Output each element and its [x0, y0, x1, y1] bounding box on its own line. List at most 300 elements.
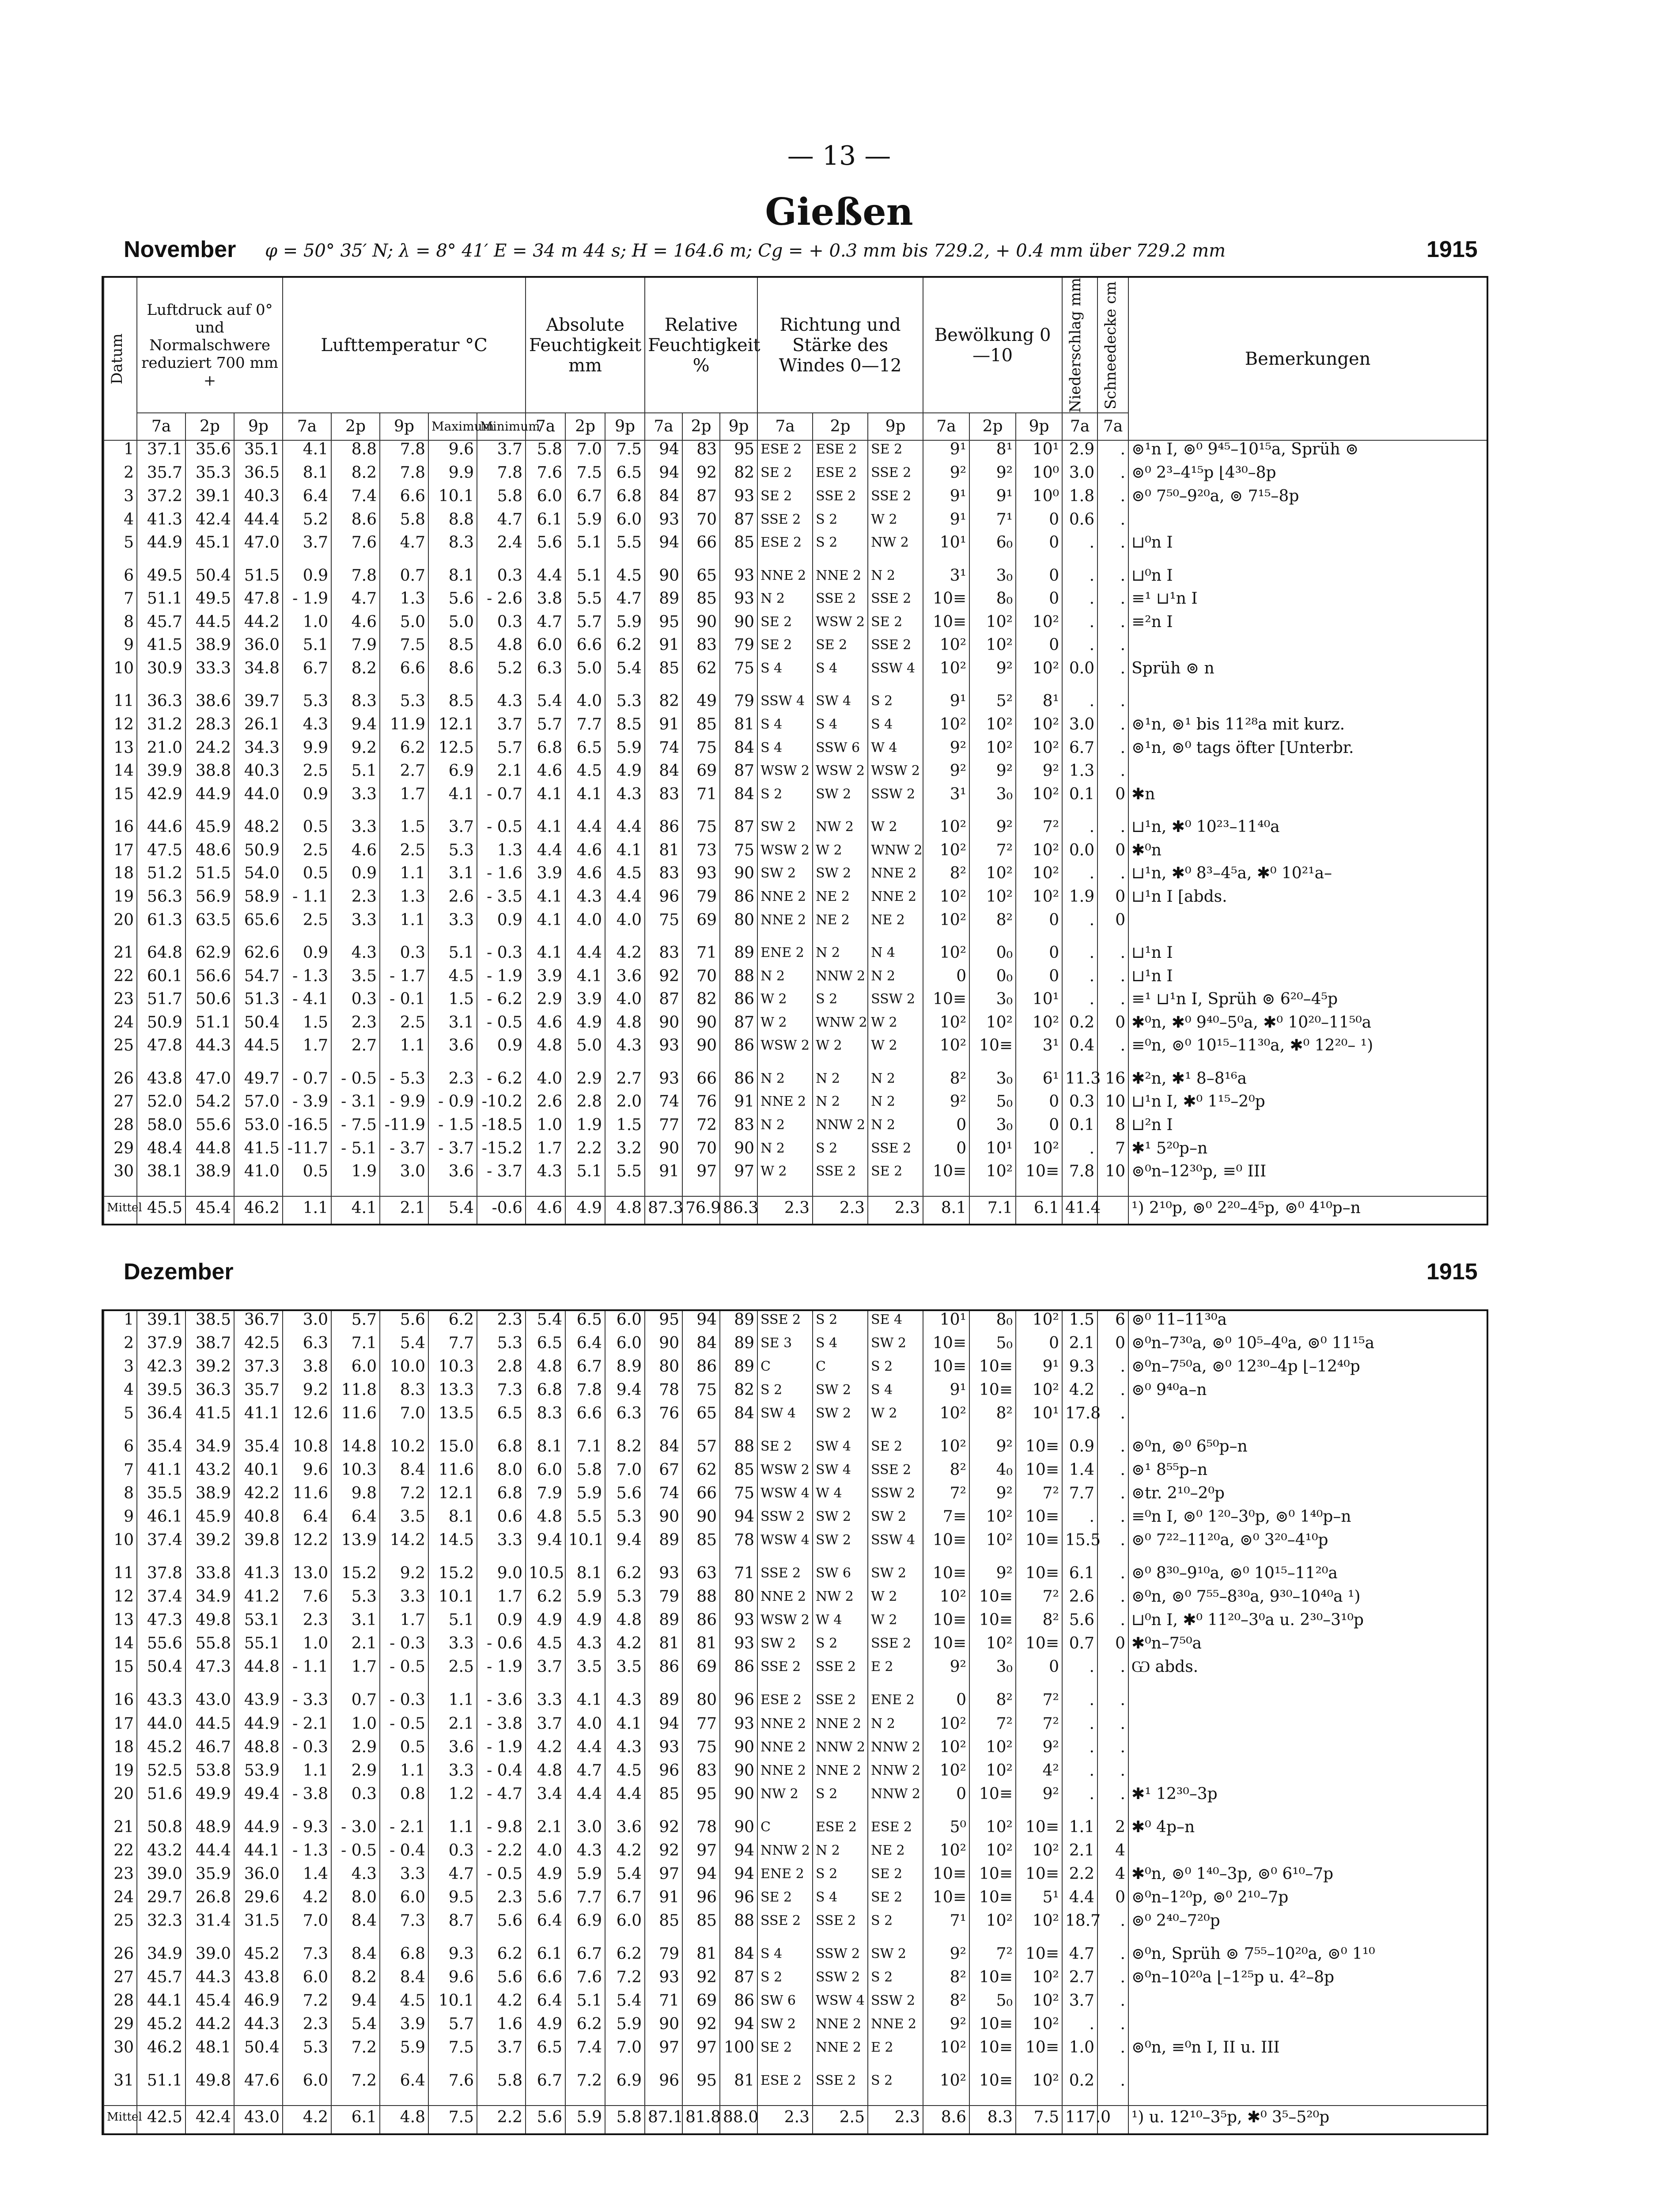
table-cell: - 2.2 [477, 1842, 526, 1865]
table-cell: 79 [645, 1588, 682, 1611]
table-cell: 10.3 [428, 1358, 477, 1381]
table-row [104, 1611, 1487, 1635]
table-cell: SSW 4 [757, 692, 813, 716]
table-cell: 5.3 [283, 2039, 331, 2062]
table-cell: 6.8 [477, 1485, 526, 1508]
table-cell: SE 2 [757, 464, 813, 488]
table-cell: 7.6 [565, 1969, 605, 1992]
table-cell: 44.3 [185, 1037, 234, 1060]
table-cell: ✱⁰n, ⊚⁰ 1⁴⁰–3p, ⊚⁰ 6¹⁰–7p [1128, 1865, 1487, 1889]
table-cell: . [1097, 511, 1128, 534]
table-cell: 49.5 [185, 590, 234, 613]
table-cell: 46.2 [137, 2039, 185, 2062]
table-cell: 46.1 [137, 1508, 185, 1531]
table-cell: 41.1 [234, 1405, 283, 1428]
sub-7a: 7a [923, 413, 969, 440]
table-cell: 49.5 [137, 567, 185, 590]
table-cell: WSW 2 [757, 842, 813, 865]
table-row [104, 1485, 1487, 1508]
table-cell: 2.3 [331, 1014, 380, 1037]
table-cell: 4.2 [526, 1739, 565, 1762]
table-cell: 0.7 [331, 1691, 380, 1715]
sub-2p: 2p [331, 413, 380, 440]
table-cell: 10⁰ [1016, 488, 1062, 511]
table-cell: S 2 [757, 786, 813, 809]
table-cell: 83 [645, 786, 682, 809]
table-row [104, 1842, 1487, 1865]
table-cell: 10² [923, 818, 969, 842]
table-cell: 10¹ [1016, 440, 1062, 464]
table-cell: 10² [969, 1762, 1016, 1785]
table-cell: SE 2 [757, 1438, 813, 1461]
table-cell: 4.4 [526, 842, 565, 865]
table-cell: 3.6 [428, 1739, 477, 1762]
table-cell: 6.0 [605, 1335, 645, 1358]
table-cell: 53.8 [185, 1762, 234, 1785]
table-cell: ⊚⁰n–7⁵⁰a, ⊚⁰ 12³⁰–4p ⌊–12⁴⁰p [1128, 1358, 1487, 1381]
table-cell: N 2 [868, 567, 923, 590]
table-cell: 4.1 [565, 968, 605, 991]
table-cell: ⊚⁰n, ⊚⁰ 7⁵⁵–8³⁰a, 9³⁰–10⁴⁰a ¹) [1128, 1588, 1487, 1611]
table-cell: SW 2 [813, 1405, 868, 1428]
table-cell: 9.3 [428, 1945, 477, 1969]
table-cell: ESE 2 [868, 1819, 923, 1842]
table-cell: 10² [923, 888, 969, 911]
table-cell: 0.5 [283, 865, 331, 888]
table-cell: 8.8 [428, 511, 477, 534]
table-cell: 10≡ [923, 1358, 969, 1381]
table-cell: 38.5 [185, 1311, 234, 1335]
table-cell: -16.5 [283, 1116, 331, 1140]
table-cell: 6.6 [526, 1969, 565, 1992]
table-cell: 7.9 [331, 636, 380, 660]
table-cell: 7.8 [331, 567, 380, 590]
table-cell: 10² [969, 1531, 1016, 1555]
table-cell: 9.4 [331, 1992, 380, 2015]
table-cell: 50.9 [234, 842, 283, 865]
table-cell: 41.5 [234, 1140, 283, 1163]
table-cell: 38.8 [185, 762, 234, 786]
table-cell: 47.3 [137, 1611, 185, 1635]
table-cell: 54.7 [234, 968, 283, 991]
table-cell: 9² [923, 2015, 969, 2039]
table-cell: 4.8 [526, 1037, 565, 1060]
table-cell: NW 2 [813, 818, 868, 842]
table-cell: - 0.3 [380, 1691, 428, 1715]
table-cell: 84 [645, 488, 682, 511]
sub-2p: 2p [813, 413, 868, 440]
table-cell: 1.7 [526, 1140, 565, 1163]
table-cell: NNE 2 [813, 567, 868, 590]
table-cell: 22 [104, 968, 137, 991]
table-cell: 10≡ [1016, 1531, 1062, 1555]
table-cell: 1.9 [565, 1116, 605, 1140]
table-cell: ⊚⁰n–10²⁰a ⌊–1²⁵p u. 4²–8p [1128, 1969, 1487, 1992]
table-cell: 10² [923, 716, 969, 739]
table-cell: W 2 [757, 991, 813, 1014]
table-cell: 88 [720, 1912, 757, 1936]
table-cell: . [1097, 1438, 1128, 1461]
table-cell: ⊚⁰n–7³⁰a, ⊚⁰ 10⁵–4⁰a, ⊚⁰ 11¹⁵a [1128, 1335, 1487, 1358]
table-cell: ⊚⁰ 9⁴⁰a–n [1128, 1381, 1487, 1405]
table-cell: 2.5 [428, 1658, 477, 1682]
table-cell: 77 [682, 1715, 720, 1739]
table-row [104, 2015, 1487, 2039]
table-cell: 8 [104, 613, 137, 637]
table-cell: 10 [104, 1531, 137, 1555]
table-cell: 50.8 [137, 1819, 185, 1842]
table-cell: 41.5 [185, 1405, 234, 1428]
table-cell: NNE 2 [813, 1715, 868, 1739]
table-cell: SE 2 [868, 1865, 923, 1889]
table-cell: 10≡ [969, 1037, 1016, 1060]
table-cell: 42.2 [234, 1485, 283, 1508]
table-cell: - 1.1 [283, 888, 331, 911]
table-cell: 3.9 [380, 2015, 428, 2039]
table-cell: 79 [720, 692, 757, 716]
table-cell: 3.3 [380, 1865, 428, 1889]
table-row [104, 636, 1487, 660]
table-cell [1128, 1715, 1487, 1739]
table-cell: 1.1 [283, 1762, 331, 1785]
table-cell: 7² [969, 1715, 1016, 1739]
table-cell: . [1062, 911, 1097, 935]
table-cell: 1.4 [283, 1865, 331, 1889]
mittel-cell: 2.1 [380, 1196, 428, 1224]
table-cell: 74 [645, 739, 682, 763]
table-cell: -15.2 [477, 1140, 526, 1163]
table-cell: 19 [104, 1762, 137, 1785]
table-row [104, 1461, 1487, 1485]
table-cell: 7² [1016, 818, 1062, 842]
table-cell: 79 [645, 1945, 682, 1969]
footnote: ¹) u. 12¹⁰–3⁵p, ✱⁰ 3⁵–5²⁰p [1128, 2106, 1487, 2133]
table-cell: 21 [104, 1819, 137, 1842]
table-cell: 3.6 [428, 1037, 477, 1060]
table-cell: 10² [1016, 613, 1062, 637]
table-cell: W 2 [813, 1037, 868, 1060]
table-cell: 90 [645, 2015, 682, 2039]
table-cell: 14.2 [380, 1531, 428, 1555]
table-cell: 51.7 [137, 991, 185, 1014]
table-cell: 4.5 [565, 762, 605, 786]
table-cell: 5.4 [526, 1311, 565, 1335]
table-cell: 7² [1016, 1485, 1062, 1508]
table-cell: 45.9 [185, 818, 234, 842]
table-cell: W 4 [813, 1611, 868, 1635]
mittel-cell: 6.1 [331, 2106, 380, 2133]
table-cell: 5.3 [477, 1335, 526, 1358]
table-cell: 23 [104, 991, 137, 1014]
table-cell: 0 [1097, 1335, 1128, 1358]
table-cell: SW 2 [868, 1335, 923, 1358]
table-cell [1128, 762, 1487, 786]
table-row [104, 1140, 1487, 1163]
table-cell: 9² [923, 1093, 969, 1116]
table-cell: 3.7 [526, 1658, 565, 1682]
table-cell: 93 [645, 1037, 682, 1060]
table-cell: ✱¹ 5²⁰p–n [1128, 1140, 1487, 1163]
table-cell: 78 [720, 1531, 757, 1555]
table-cell: 78 [645, 1381, 682, 1405]
table-cell: 5.1 [428, 1611, 477, 1635]
table-cell: ⊚⁰n, ⊚⁰ 6⁵⁰p–n [1128, 1438, 1487, 1461]
table-cell: . [1097, 1485, 1128, 1508]
table-cell: 87 [720, 762, 757, 786]
table-cell: 9² [969, 1565, 1016, 1588]
table-cell: 44.9 [234, 1715, 283, 1739]
table-cell: 90 [645, 1335, 682, 1358]
table-cell: 33.3 [185, 660, 234, 683]
table-cell: 0 [1016, 1116, 1062, 1140]
table-cell: 29 [104, 1140, 137, 1163]
table-cell: - 1.9 [477, 968, 526, 991]
table-cell: 9¹ [923, 440, 969, 464]
table-cell: 7.0 [605, 1461, 645, 1485]
table-cell: 5.5 [605, 534, 645, 557]
table-cell: 8² [1016, 1611, 1062, 1635]
table-cell: 5.4 [605, 1865, 645, 1889]
month-label-november: November [124, 237, 236, 262]
table-cell: 5.9 [605, 613, 645, 637]
table-cell: 3.5 [380, 1508, 428, 1531]
table-cell: 7.6 [283, 1588, 331, 1611]
table-cell: 3.4 [526, 1785, 565, 1809]
table-cell: 3.7 [526, 1715, 565, 1739]
table-cell: 88 [720, 1438, 757, 1461]
table-cell: 5.4 [380, 1335, 428, 1358]
table-cell: 43.8 [137, 1070, 185, 1093]
table-cell: SSE 2 [813, 488, 868, 511]
table-cell: 42.4 [185, 511, 234, 534]
mittel-label: Mittel [104, 1196, 137, 1224]
table-cell: . [1097, 590, 1128, 613]
table-cell: 66 [682, 1485, 720, 1508]
table-cell: 2.3 [283, 2015, 331, 2039]
table-cell: 9¹ [923, 488, 969, 511]
table-cell: 3.3 [331, 786, 380, 809]
table-cell: 10.5 [526, 1565, 565, 1588]
mittel-cell: 2.2 [477, 2106, 526, 2133]
group-spacer [104, 2062, 1487, 2072]
table-cell: 47.8 [234, 590, 283, 613]
table-cell: 2.7 [331, 1037, 380, 1060]
table-cell: 7.4 [565, 2039, 605, 2062]
table-cell: SW 2 [813, 786, 868, 809]
table-cell: 97 [645, 1865, 682, 1889]
table-cell: 4.4 [526, 567, 565, 590]
table-cell: 87 [720, 818, 757, 842]
table-cell: NNW 2 [757, 1842, 813, 1865]
table-cell: 2.5 [283, 762, 331, 786]
table-cell: ⊔¹n I [1128, 968, 1487, 991]
table-cell: WSW 2 [757, 1611, 813, 1635]
table-cell: 10² [1016, 660, 1062, 683]
table-cell: NNW 2 [868, 1785, 923, 1809]
table-cell: - 3.1 [331, 1093, 380, 1116]
table-cell: 30 [104, 2039, 137, 2062]
table-cell: 9.3 [1062, 1358, 1097, 1381]
table-cell: 31.5 [234, 1912, 283, 1936]
table-cell: N 2 [868, 968, 923, 991]
table-cell: ≡²n I [1128, 613, 1487, 637]
table-cell: 37.2 [137, 488, 185, 511]
table-cell: 3.5 [565, 1658, 605, 1682]
table-cell: 54.2 [185, 1093, 234, 1116]
table-cell: . [1097, 716, 1128, 739]
table-cell: 10≡ [969, 2039, 1016, 2062]
table-cell [1128, 1691, 1487, 1715]
table-cell: 0₀ [969, 968, 1016, 991]
table-cell: 9.4 [526, 1531, 565, 1555]
table-cell: . [1097, 991, 1128, 1014]
table-cell: 18 [104, 1739, 137, 1762]
table-cell: 70 [682, 1140, 720, 1163]
table-row [104, 1969, 1487, 1992]
table-cell: 0.3 [428, 1842, 477, 1865]
table-cell: ENE 2 [757, 1865, 813, 1889]
table-cell: SW 2 [813, 1531, 868, 1555]
table-cell: 0 [1097, 842, 1128, 865]
table-cell: ⊚⁰ 7⁵⁰–9²⁰a, ⊚ 7¹⁵–8p [1128, 488, 1487, 511]
table-cell: 4.4 [565, 944, 605, 968]
table-cell: 5₀ [969, 1992, 1016, 2015]
table-cell: 47.5 [137, 842, 185, 865]
table-cell: 65.6 [234, 911, 283, 935]
table-cell: 8.0 [331, 1889, 380, 1912]
table-cell: - 3.0 [331, 1819, 380, 1842]
table-cell: 10² [1016, 1912, 1062, 1936]
table-cell: 93 [720, 488, 757, 511]
table-cell: 1.1 [428, 1691, 477, 1715]
table-cell: SSE 2 [757, 1658, 813, 1682]
table-cell: 43.2 [137, 1842, 185, 1865]
table-cell: 1.0 [1062, 2039, 1097, 2062]
table-cell: 34.8 [234, 660, 283, 683]
table-cell: 53.1 [234, 1611, 283, 1635]
table-cell: 93 [720, 590, 757, 613]
table-cell: . [1062, 1715, 1097, 1739]
mittel-label: Mittel [104, 2106, 137, 2133]
table-cell: 8.0 [477, 1461, 526, 1485]
table-cell: 4.5 [428, 968, 477, 991]
table-cell: WSW 2 [813, 762, 868, 786]
table-cell: 45.7 [137, 613, 185, 637]
table-cell: 9² [923, 1658, 969, 1682]
table-cell: 66 [682, 534, 720, 557]
table-cell: 5.0 [428, 613, 477, 637]
table-cell: 2.8 [565, 1093, 605, 1116]
table-cell: E 2 [868, 1658, 923, 1682]
table-cell: 25 [104, 1912, 137, 1936]
table-cell: 0.1 [1062, 1116, 1097, 1140]
table-cell: 1.6 [477, 2015, 526, 2039]
table-cell: NNE 2 [813, 1762, 868, 1785]
table-cell: 10² [1016, 1140, 1062, 1163]
table-cell: 94 [645, 534, 682, 557]
table-cell: 3₀ [969, 567, 1016, 590]
table-cell: 6.6 [380, 660, 428, 683]
table-cell: 38.9 [185, 1163, 234, 1186]
table-cell: 10² [1016, 1969, 1062, 1992]
table-cell: NNE 2 [757, 1715, 813, 1739]
table-cell: 7² [1016, 1691, 1062, 1715]
table-cell: 10² [1016, 1381, 1062, 1405]
table-cell: 9² [923, 739, 969, 763]
table-cell: 75 [682, 739, 720, 763]
table-cell: S 4 [757, 1945, 813, 1969]
table-cell: 10² [969, 1819, 1016, 1842]
table-cell: SE 2 [757, 613, 813, 637]
table-cell: 4.8 [477, 636, 526, 660]
month-label-dezember: Dezember [124, 1259, 234, 1285]
mittel-cell: 2.3 [868, 2106, 923, 2133]
table-cell: 39.2 [185, 1531, 234, 1555]
table-cell: 50.4 [137, 1658, 185, 1682]
table-cell: - 0.5 [380, 1658, 428, 1682]
table-cell: 90 [720, 1819, 757, 1842]
table-cell: 8 [1097, 1116, 1128, 1140]
table-cell: 1.1 [380, 911, 428, 935]
table-cell: 1.0 [526, 1116, 565, 1140]
table-cell: 41.5 [137, 636, 185, 660]
table-cell: 4.3 [331, 1865, 380, 1889]
table-cell: 9.5 [428, 1889, 477, 1912]
table-cell: ≡¹ ⊔¹n I [1128, 590, 1487, 613]
table-cell: 6.0 [283, 2072, 331, 2095]
table-cell: 95 [645, 613, 682, 637]
table-cell: ✱⁰n [1128, 842, 1487, 865]
table-cell: 55.6 [137, 1635, 185, 1658]
table-cell: 8² [969, 1691, 1016, 1715]
table-cell: - 9.8 [477, 1819, 526, 1842]
table-cell: 5.3 [283, 692, 331, 716]
table-cell: 10.1 [565, 1531, 605, 1555]
mittel-row [104, 1196, 1487, 1224]
table-row [104, 1565, 1487, 1588]
mittel-cell: 5.8 [605, 2106, 645, 2133]
table-cell: Sprüh ⊚ n [1128, 660, 1487, 683]
table-cell: 10² [1016, 1992, 1062, 2015]
table-cell: 88 [682, 1588, 720, 1611]
table-cell: 90 [682, 1508, 720, 1531]
table-cell: 75 [682, 818, 720, 842]
table-cell: 3.5 [605, 1658, 645, 1682]
table-cell: 24.2 [185, 739, 234, 763]
table-cell: SSW 2 [813, 1969, 868, 1992]
table-cell: 10≡ [923, 991, 969, 1014]
table-cell: 85 [682, 590, 720, 613]
table-cell: 3¹ [923, 567, 969, 590]
table-cell: 12.1 [428, 1485, 477, 1508]
table-row [104, 1438, 1487, 1461]
table-cell: SW 2 [868, 1945, 923, 1969]
table-cell: 0 [1016, 636, 1062, 660]
table-cell: - 1.9 [283, 590, 331, 613]
table-cell: SSE 2 [813, 1912, 868, 1936]
table-cell: 10≡ [1016, 1438, 1062, 1461]
table-cell: 1.2 [428, 1785, 477, 1809]
table-cell: 10² [969, 1842, 1016, 1865]
table-cell: . [1097, 1691, 1128, 1715]
table-cell: 8.1 [428, 1508, 477, 1531]
table-cell: N 2 [757, 590, 813, 613]
table-cell: 7.1 [565, 1438, 605, 1461]
table-cell: 3 [104, 1358, 137, 1381]
table-cell: 69 [682, 911, 720, 935]
table-row [104, 842, 1487, 865]
table-cell: W 2 [813, 842, 868, 865]
